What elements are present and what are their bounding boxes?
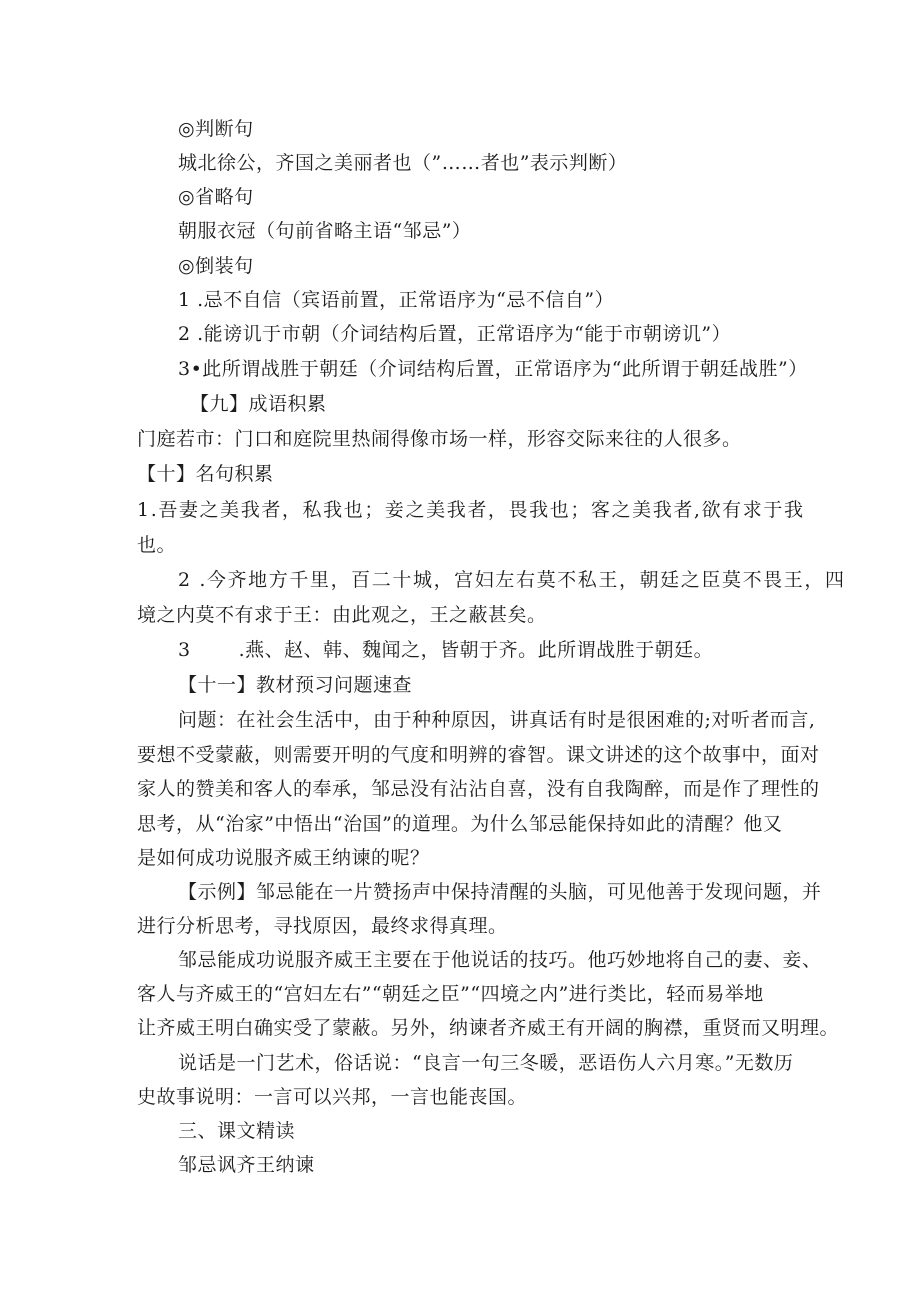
text-line: 门庭若市：门口和庭院里热闹得像市场一样，形容交际来往的人很多。 (137, 428, 742, 450)
paragraph-line: 客人与齐威王的“宫妇左右”“朝廷之臣”“四境之内”进行类比，轻而易举地 (137, 983, 764, 1005)
section-heading-judgment-sentence: ◎判断句 (178, 118, 254, 140)
list-item: 2 .今齐地方千里，百二十城，宫妇左右莫不私王，朝廷之臣莫不畏王，四 (178, 569, 846, 591)
section-heading-preview-questions: 【十一】教材预习问题速查 (178, 674, 413, 696)
list-item-text: .燕、赵、韩、魏闻之，皆朝于齐。此所谓战胜于朝廷。 (238, 639, 714, 661)
section-heading-famous-quotes: 【十】名句积累 (137, 463, 274, 485)
list-number: 3 (178, 639, 191, 661)
section-heading-text-reading: 三、课文精读 (178, 1120, 296, 1142)
paragraph-line: 史故事说明：一言可以兴邦，一言也能丧国。 (137, 1086, 528, 1108)
list-item: 3•此所谓战胜于朝廷（介词结构后置，正常语序为“此所谓于朝廷战胜”） (178, 358, 808, 380)
list-item (178, 638, 713, 662)
section-heading-inverted-sentence: ◎倒装句 (178, 255, 254, 277)
paragraph-line: 【示例】邹忌能在一片赞扬声中保持清醒的头脑，可见他善于发现问题，并 (178, 881, 822, 903)
paragraph-line: 进行分析思考，寻找原因，最终求得真理。 (137, 915, 508, 937)
paragraph-line: 要想不受蒙蔽，则需要开明的气度和明辨的睿智。课文讲述的这个故事中，面对 (137, 744, 820, 766)
paragraph-line: 是如何成功说服齐威王纳谏的呢？ (137, 847, 430, 869)
text-line: 朝服衣冠（句前省略主语“邹忌”） (178, 220, 472, 242)
text-line: 城北徐公，齐国之美丽者也（”……者也”表示判断） (178, 152, 628, 174)
list-item: 1.吾妻之美我者，私我也；妾之美我者，畏我也；客之美我者,欲有求于我 (137, 499, 805, 521)
section-heading-ellipsis-sentence: ◎省略句 (178, 186, 254, 208)
paragraph-line: 让齐威王明白确实受了蒙蔽。另外，纳谏者齐威王有开阔的胸襟，重贤而又明理。 (137, 1017, 840, 1039)
paragraph-line: 邹忌能成功说服齐威王主要在于他说话的技巧。他巧妙地将自己的妻、妾、 (178, 949, 822, 971)
text-line: 也。 (137, 534, 177, 556)
list-item: 2 .能谤讥于市朝（介词结构后置，正常语序为“能于市朝谤讥”） (178, 323, 732, 345)
text-title: 邹忌讽齐王纳谏 (178, 1154, 315, 1176)
paragraph-line: 说话是一门艺术，俗话说：“良言一句三冬暖，恶语伤人六月寒。”无数历 (178, 1052, 794, 1074)
paragraph-line: 家人的赞美和客人的奉承，邹忌没有沾沾自喜，没有自我陶醉，而是作了理性的 (137, 778, 820, 800)
text-line: 境之内莫不有求于王：由此观之，王之蔽甚矣。 (137, 604, 547, 626)
section-heading-idioms: 【九】成语积累 (190, 393, 327, 415)
list-item: 1 .忌不自信（宾语前置，正常语序为“忌不信自”） (178, 289, 615, 311)
paragraph-line: 问题：在社会生活中，由于种种原因，讲真话有时是很困难的;对听者而言, (178, 709, 816, 731)
paragraph-line: 思考，从“治家”中悟出“治国”的道理。为什么邹忌能保持如此的清醒？他又 (137, 813, 783, 835)
